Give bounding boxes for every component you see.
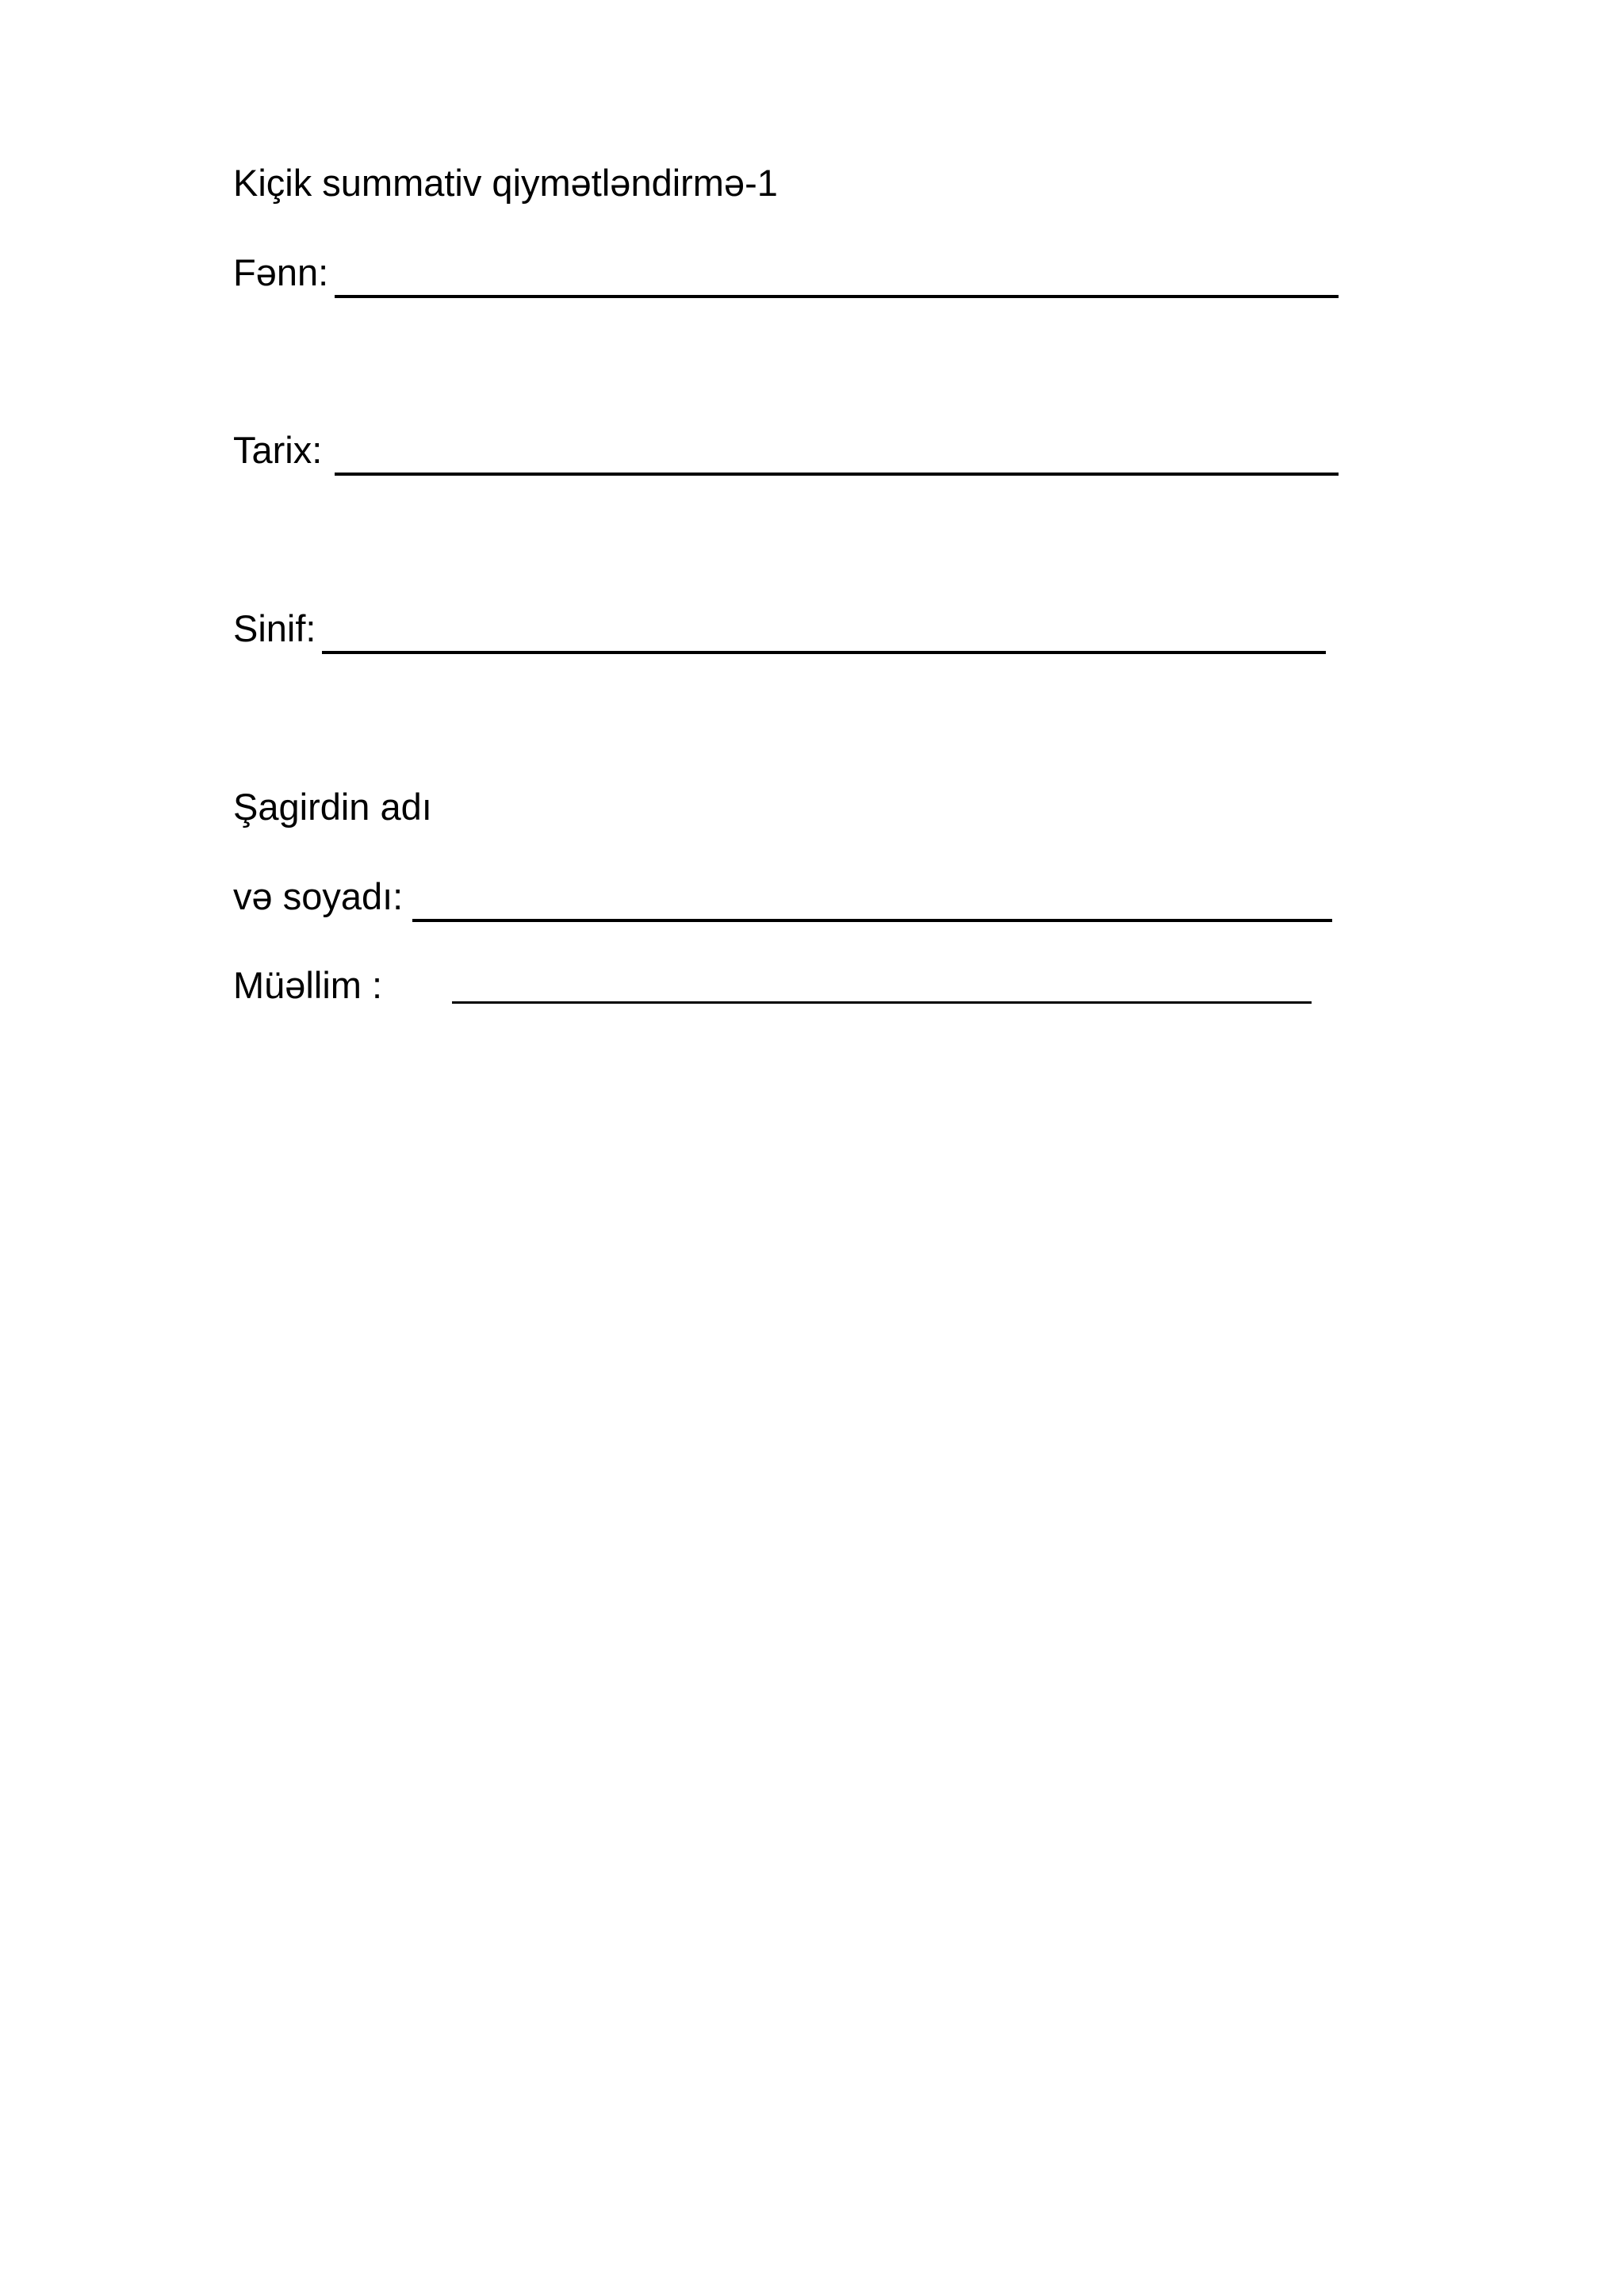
- date-label: Tarix:: [233, 429, 323, 471]
- teacher-field: [233, 963, 1343, 1011]
- subject-label: Fənn:: [233, 251, 329, 293]
- subject-blank-line[interactable]: [335, 295, 1339, 298]
- class-blank-line[interactable]: [322, 651, 1326, 654]
- subject-field: [233, 251, 1343, 298]
- document-title: Kiçik summativ qiymətləndirmə-1: [233, 162, 778, 204]
- class-field: [233, 607, 1343, 654]
- class-label: Sinif:: [233, 607, 316, 649]
- teacher-blank-line[interactable]: [452, 1001, 1312, 1004]
- student-name-field: [233, 874, 1343, 922]
- teacher-label: Müəllim :: [233, 964, 383, 1006]
- date-field: [233, 428, 1343, 476]
- date-blank-line[interactable]: [335, 473, 1339, 476]
- student-name-label-line1: Şagirdin adı: [233, 786, 432, 828]
- student-name-label-line2: və soyadı:: [233, 875, 404, 917]
- student-name-blank-line[interactable]: [412, 919, 1332, 922]
